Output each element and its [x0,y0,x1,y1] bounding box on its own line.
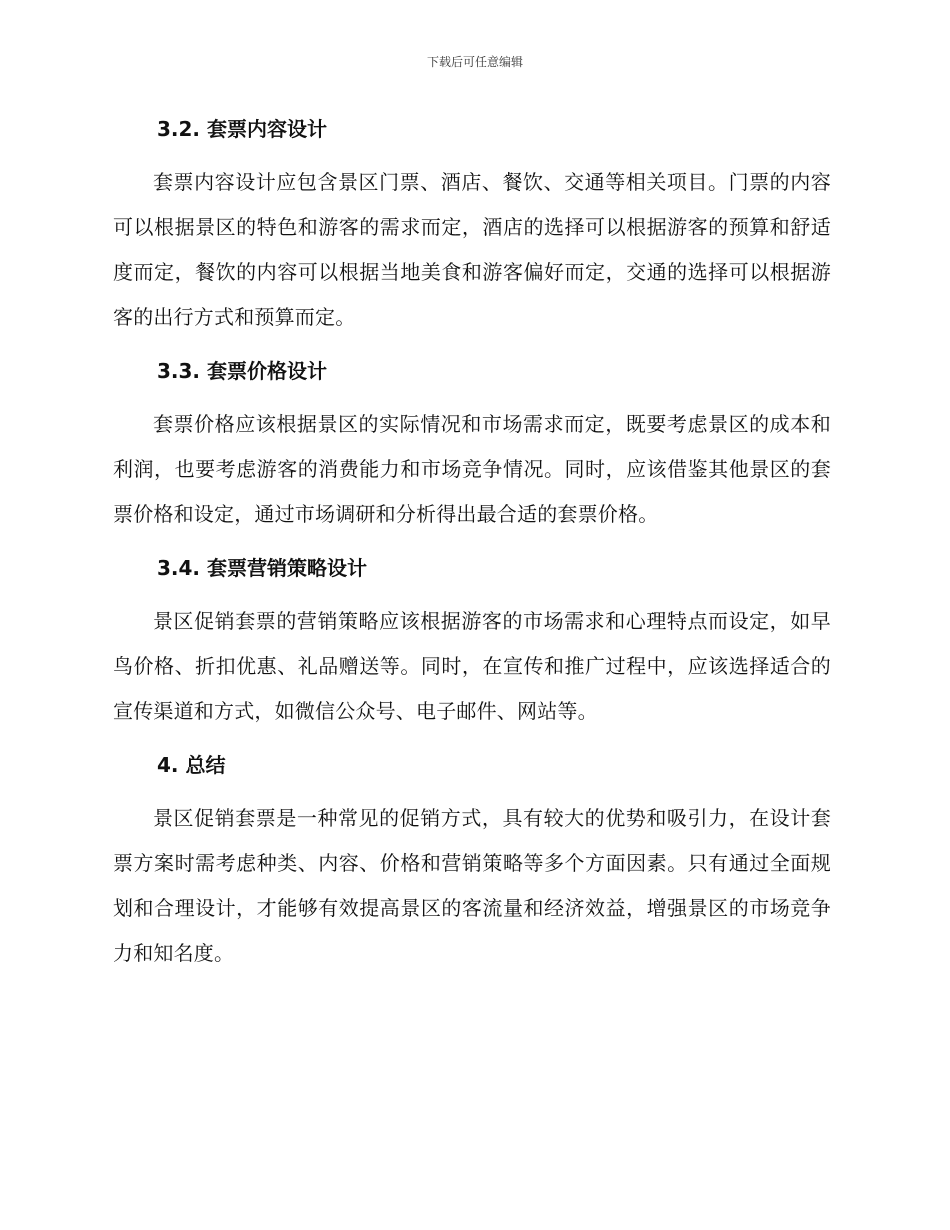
page-header-note: 下载后可任意编辑 [426,55,523,69]
section-paragraph: 景区促销套票是一种常见的促销方式，具有较大的优势和吸引力，在设计套票方案时需考虑种类、内容、价格和营销策略等多个方面因素。只有通过全面规划和合理设计，才能够有效提高景区的客流量和经济效益，增强景区的市场竞争力和知名度。 [113,806,831,965]
document-body [113,112,831,976]
section-heading: 3.4. 套票营销策略设计 [157,556,367,580]
section-price-design [113,354,831,537]
section-content-design [113,112,831,340]
section-summary [113,748,831,976]
section-paragraph: 套票内容设计应包含景区门票、酒店、餐饮、交通等相关项目。门票的内容可以根据景区的特色和游客的需求而定，酒店的选择可以根据游客的预算和舒适度而定，餐饮的内容可以根据当地美食和游客偏好而定，交通的选择可以根据游客的出行方式和预算而定。 [113,170,831,329]
section-heading: 3.2. 套票内容设计 [157,117,327,141]
section-paragraph: 景区促销套票的营销策略应该根据游客的市场需求和心理特点而设定，如早鸟价格、折扣优惠、礼品赠送等。同时，在宣传和推广过程中，应该选择适合的宣传渠道和方式，如微信公众号、电子邮件、网站等。 [113,609,831,723]
section-paragraph: 套票价格应该根据景区的实际情况和市场需求而定，既要考虑景区的成本和利润，也要考虑游客的消费能力和市场竞争情况。同时，应该借鉴其他景区的套票价格和设定，通过市场调研和分析得出最合适的套票价格。 [113,412,831,526]
section-heading: 3.3. 套票价格设计 [157,359,327,383]
section-marketing-design [113,551,831,734]
section-heading: 4. 总结 [157,753,226,777]
